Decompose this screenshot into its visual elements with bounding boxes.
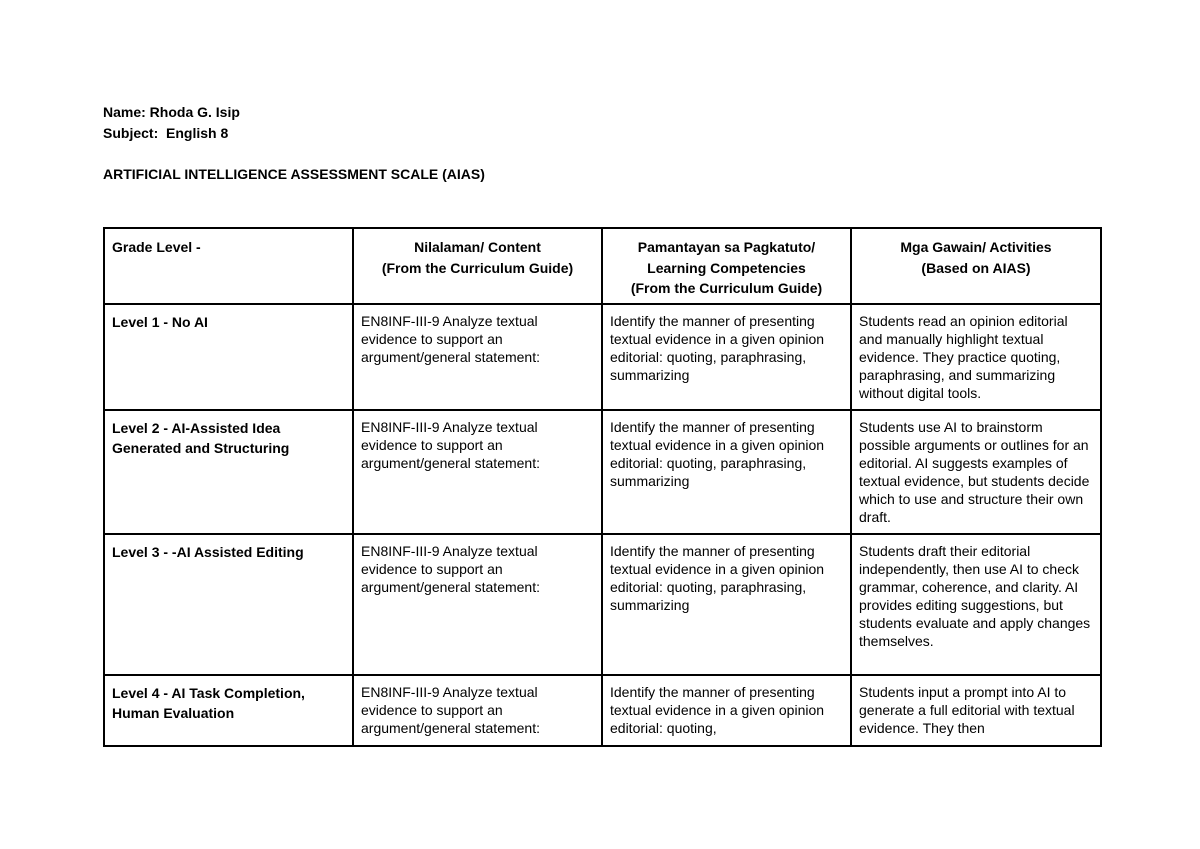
header-activities-line: (Based on AIAS) [921, 259, 1031, 276]
header-competencies-line: (From the Curriculum Guide) [630, 280, 823, 296]
header-activities [851, 228, 1101, 304]
table-header-row [104, 228, 1101, 304]
competency-cell: Identify the manner of presenting textual evidence in a given opinion editorial: quoting, paraphrasing, summarizing [602, 304, 851, 410]
level-cell: Level 1 - No AI [104, 304, 353, 410]
content-cell: EN8INF-III-9 Analyze textual evidence to support an argument/general statement: [353, 410, 602, 534]
table-row [104, 675, 1101, 746]
document-header [103, 102, 240, 144]
header-grade-level: Grade Level - [104, 228, 353, 304]
activity-cell: Students input a prompt into AI to generate a full editorial with textual evidence. They then [851, 675, 1101, 746]
header-competencies [602, 228, 851, 304]
subject-line: Subject: English 8 [103, 125, 229, 141]
table-row [104, 534, 1101, 675]
activity-cell: Students use AI to brainstorm possible arguments or outlines for an editorial. AI suggests examples of textual evidence, but students decide which to use and structure their own draft. [851, 410, 1101, 534]
activity-cell: Students draft their editorial independently, then use AI to check grammar, coherence, and clarity. AI provides editing suggestions, but students evaluate and apply changes themselves. [851, 534, 1101, 675]
content-cell: EN8INF-III-9 Analyze textual evidence to support an argument/general statement: [353, 675, 602, 746]
competency-cell: Identify the manner of presenting textual evidence in a given opinion editorial: quoting, [602, 675, 851, 746]
level-cell: Level 3 - -AI Assisted Editing [104, 534, 353, 675]
name-line: Name: Rhoda G. Isip [103, 104, 240, 120]
content-cell: EN8INF-III-9 Analyze textual evidence to support an argument/general statement: [353, 304, 602, 410]
table-row [104, 410, 1101, 534]
header-competencies-line: Learning Competencies [647, 259, 806, 276]
activity-cell: Students read an opinion editorial and manually highlight textual evidence. They practice quoting, paraphrasing, and summarizing without digital tools. [851, 304, 1101, 410]
header-competencies-line: Pamantayan sa Pagkatuto/ [637, 239, 816, 255]
header-content-line: Nilalaman/ Content [414, 239, 541, 255]
competency-cell: Identify the manner of presenting textual evidence in a given opinion editorial: quoting, paraphrasing, summarizing [602, 534, 851, 675]
content-cell: EN8INF-III-9 Analyze textual evidence to support an argument/general statement: [353, 534, 602, 675]
level-cell: Level 2 - AI-Assisted Idea Generated and Structuring [104, 410, 353, 534]
level-cell: Level 4 - AI Task Completion, Human Evaluation [104, 675, 353, 746]
competency-cell: Identify the manner of presenting textual evidence in a given opinion editorial: quoting, paraphrasing, summarizing [602, 410, 851, 534]
aias-table [103, 227, 1102, 747]
header-content-line: (From the Curriculum Guide) [381, 259, 574, 276]
header-content [353, 228, 602, 304]
table-row [104, 304, 1101, 410]
document-title: ARTIFICIAL INTELLIGENCE ASSESSMENT SCALE (AIAS) [103, 166, 485, 182]
header-activities-line: Mga Gawain/ Activities [900, 239, 1052, 255]
